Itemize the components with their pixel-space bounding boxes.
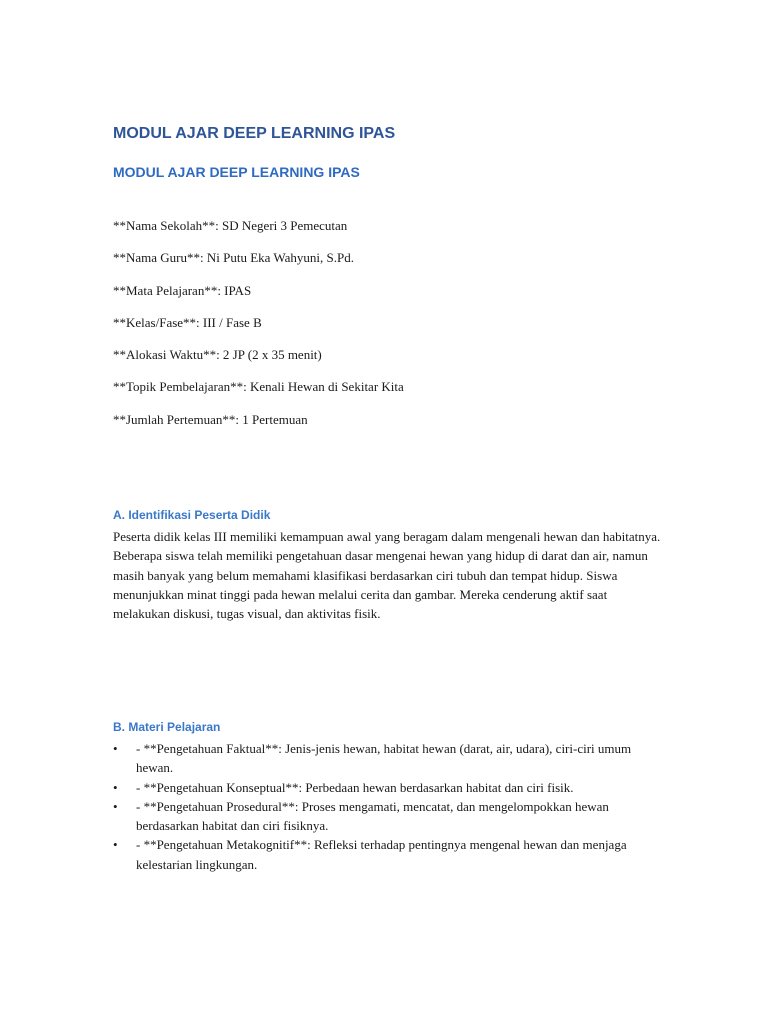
bullet-text: - **Pengetahuan Konseptual**: Perbedaan hewan berdasarkan habitat dan ciri fisik.	[136, 779, 574, 795]
document-title: MODUL AJAR DEEP LEARNING IPAS	[113, 125, 396, 142]
bullet-item-conceptual	[113, 778, 653, 797]
bullet-icon: •	[113, 779, 118, 795]
section-b-bullet-list	[113, 739, 653, 874]
bullet-text: - **Pengetahuan Metakognitif**: Refleksi terhadap pentingnya mengenal hewan dan menjaga kelestarian lingkungan.	[136, 837, 627, 872]
bullet-item-metacognitive	[113, 835, 653, 874]
info-meetings: **Jumlah Pertemuan**: 1 Pertemuan	[113, 411, 308, 427]
bullet-text: - **Pengetahuan Prosedural**: Proses mengamati, mencatat, dan mengelompokkan hewan berdasarkan habitat dan ciri fisiknya.	[136, 798, 609, 834]
bullet-item-procedural	[113, 797, 653, 836]
info-class-phase: **Kelas/Fase**: III / Fase B	[113, 314, 262, 330]
info-time-allocation: **Alokasi Waktu**: 2 JP (2 x 35 menit)	[113, 347, 322, 363]
bullet-text: - **Pengetahuan Faktual**: Jenis-jenis hewan, habitat hewan (darat, air, udara), ciri-ciri umum hewan.	[136, 741, 632, 776]
bullet-icon: •	[113, 798, 118, 814]
info-subject: **Mata Pelajaran**: IPAS	[113, 282, 252, 298]
info-teacher: **Nama Guru**: Ni Putu Eka Wahyuni, S.Pd.	[113, 250, 355, 266]
section-b-heading: B. Materi Pelajaran	[113, 720, 221, 734]
info-topic: **Topik Pembelajaran**: Kenali Hewan di Sekitar Kita	[113, 379, 404, 395]
section-a-paragraph: Peserta didik kelas III memiliki kemampuan awal yang beragam dalam mengenali hewan dan habitatnya. Beberapa siswa telah memiliki pengetahuan dasar mengenai hewan yang hidup di darat dan air, namun masih banyak yang belum memahami klasifikasi berdasarkan ciri tubuh dan tempat hidup. Siswa menunjukkan minat tinggi pada hewan melalui cerita dan gambar. Mereka cenderung aktif saat melakukan diskusi, tugas visual, dan aktivitas fisik.	[113, 529, 661, 622]
section-a-heading: A. Identifikasi Peserta Didik	[113, 508, 271, 522]
module-info-list	[113, 218, 404, 444]
document-subtitle: MODUL AJAR DEEP LEARNING IPAS	[113, 164, 360, 180]
bullet-item-factual	[113, 739, 653, 778]
info-school: **Nama Sekolah**: SD Negeri 3 Pemecutan	[113, 218, 348, 233]
bullet-icon: •	[113, 837, 118, 853]
bullet-icon: •	[113, 741, 118, 756]
